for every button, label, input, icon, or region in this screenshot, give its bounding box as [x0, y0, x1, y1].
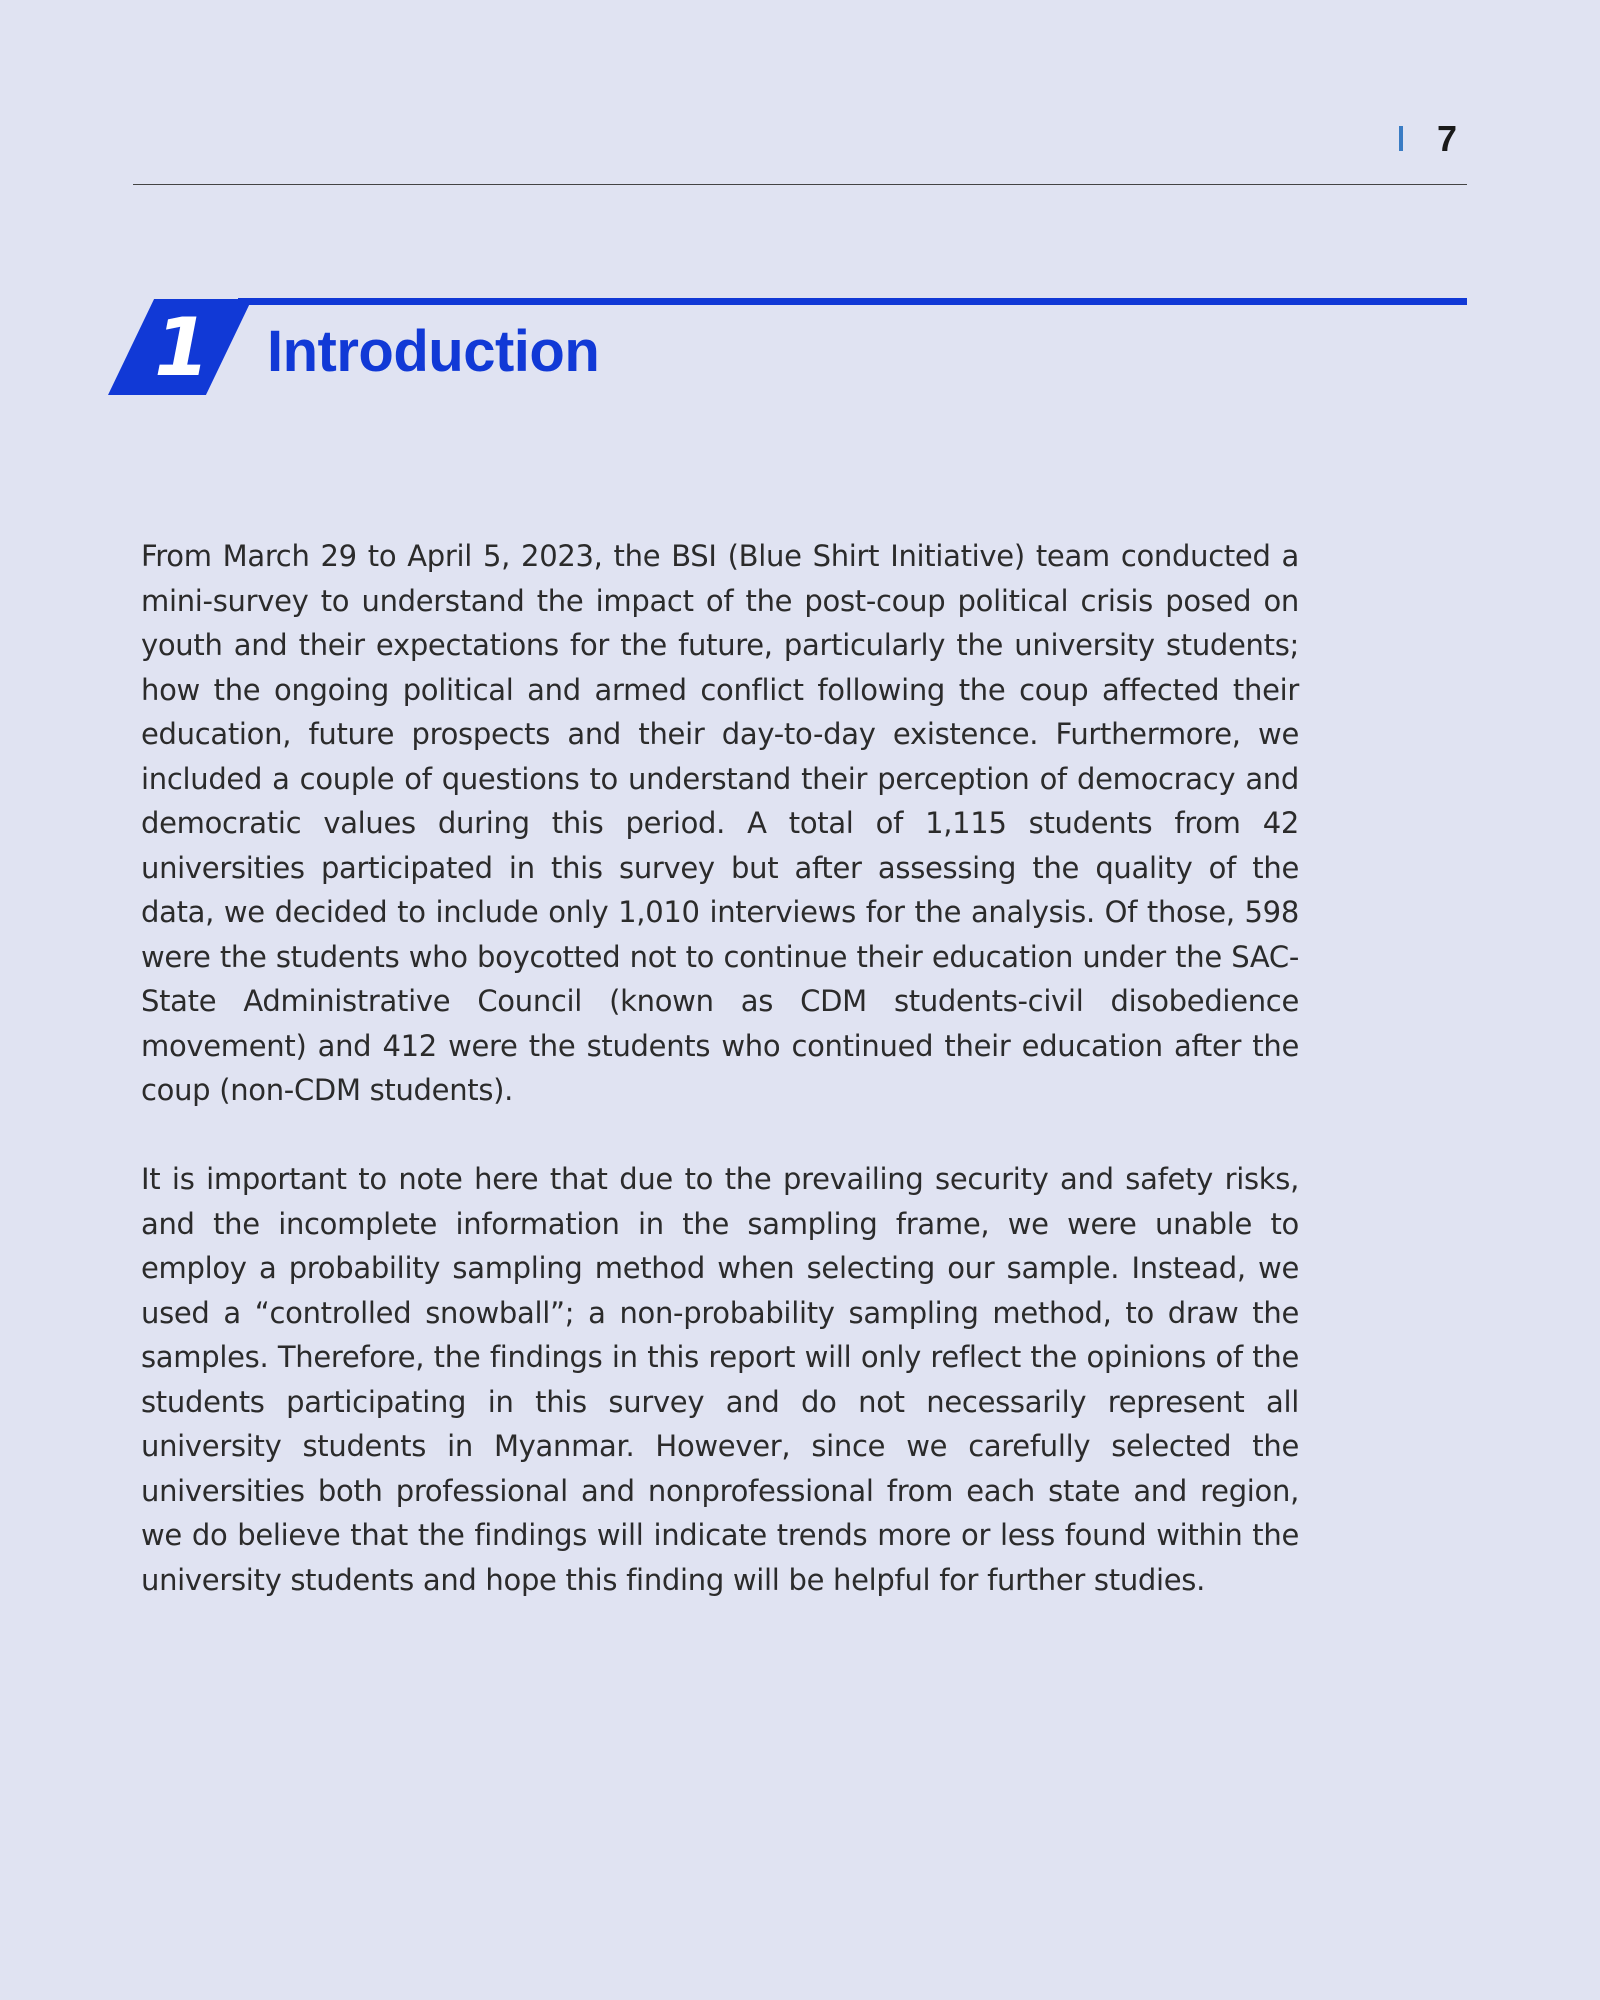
paragraph: From March 29 to April 5, 2023, the BSI (Blue Shirt Initiative) team conducted a mini-survey to understand the impact of the post-coup political crisis posed on youth and their expectations for the future, particularly the university students; how the ongoing political and armed conflict following the coup affected their education, future prospects and their day-to-day existence. Furthermore, we included a couple of questions to understand their perception of democracy and democratic values during this period. A total of 1,115 students from 42 universities participated in this survey but after assessing the quality of the data, we decided to include only 1,010 interviews for the analysis. Of those, 598 were the students who boycotted not to continue their education under the SAC-State Administrative Council (known as CDM students-civil disobedience movement) and 412 were the students who continued their education after the coup (non-CDM students). — [141, 539, 1299, 1107]
body-text — [141, 534, 1299, 1647]
paragraph: It is important to note here that due to the prevailing security and safety risks, and the incomplete information in the sampling frame, we were unable to employ a probability sampling method when selecting our sample. Instead, we used a “controlled snowball”; a non-probability sampling method, to draw the samples. Therefore, the findings in this report will only reflect the opinions of the students participating in this survey and do not necessarily represent all university students in Myanmar. However, since we carefully selected the universities both professional and nonprofessional from each state and region, we do believe that the findings will indicate trends more or less found within the university students and hope this finding will be helpful for further studies. — [141, 1162, 1299, 1597]
page-marker-bar — [1399, 126, 1403, 151]
section-number: 1 — [154, 301, 210, 394]
page-number: 7 — [1436, 118, 1457, 159]
heading-rule — [238, 298, 1467, 305]
section-title: Introduction — [267, 319, 600, 384]
section-heading — [108, 298, 1467, 398]
page-header — [133, 112, 1467, 185]
